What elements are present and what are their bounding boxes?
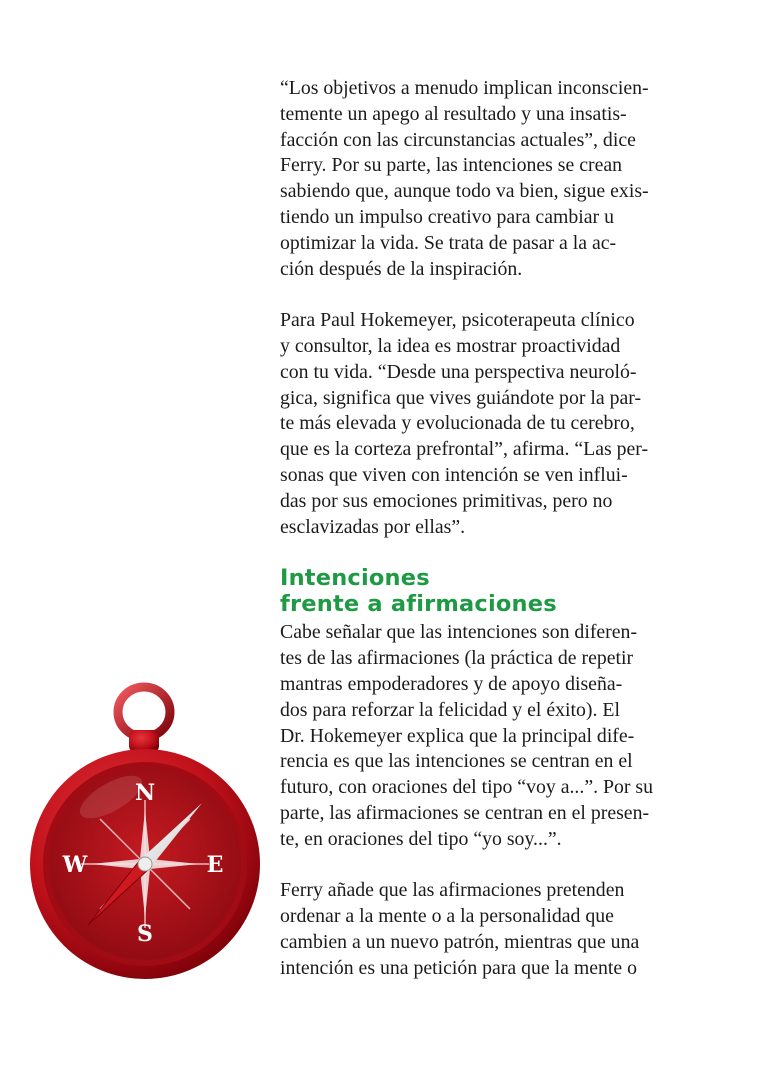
text-line: esclavizadas por ellas”. bbox=[280, 515, 466, 538]
text-line: gica, significa que vives guiándote por la par- bbox=[280, 386, 642, 409]
text-line: te más elevada y evolucionada de tu cerebro, bbox=[280, 412, 635, 435]
compass-shackle bbox=[118, 687, 170, 752]
heading-line: Intenciones bbox=[280, 565, 430, 592]
text-line: mantras empoderadores y de apoyo diseña- bbox=[280, 672, 623, 695]
text-line: cambien a un nuevo patrón, mientras que una bbox=[280, 930, 640, 953]
compass-north-label: N bbox=[134, 780, 156, 806]
text-line: con tu vida. “Desde una perspectiva neuroló- bbox=[280, 360, 637, 383]
text-line: temente un apego al resultado y una insatis- bbox=[280, 102, 627, 125]
text-line: parte, las afirmaciones se centran en el presen- bbox=[280, 801, 650, 824]
text-line: te, en oraciones del tipo “yo soy...”. bbox=[280, 827, 562, 850]
text-line: optimizar la vida. Se trata de pasar a la ac- bbox=[280, 231, 617, 254]
text-line: intención es una petición para que la mente o bbox=[280, 956, 638, 979]
text-line: Ferry añade que las afirmaciones pretenden bbox=[280, 879, 625, 902]
paragraph-3 bbox=[280, 620, 720, 852]
text-line: Dr. Hokemeyer explica que la principal dife- bbox=[280, 724, 635, 747]
paragraph-gap bbox=[280, 853, 720, 879]
paragraph-gap bbox=[280, 282, 720, 308]
text-line: futuro, con oraciones del tipo “voy a...”. Por su bbox=[280, 776, 654, 799]
text-line: tiendo un impulso creativo para cambiar u bbox=[280, 205, 614, 228]
text-line: que es la corteza prefrontal”, afirma. “Las per- bbox=[280, 438, 649, 461]
text-line: sonas que viven con intención se ven influi- bbox=[280, 463, 628, 486]
article-column bbox=[280, 76, 720, 982]
text-line: “Los objetivos a menudo implican inconscien- bbox=[280, 77, 649, 99]
heading-line: frente a afirmaciones bbox=[280, 591, 557, 618]
text-line: facción con las circunstancias actuales”, dice bbox=[280, 128, 636, 151]
compass-south-label: S bbox=[137, 921, 153, 947]
text-line: Cabe señalar que las intenciones son diferen- bbox=[280, 621, 638, 644]
text-line: das por sus emociones primitivas, pero no bbox=[280, 489, 613, 512]
paragraph-1 bbox=[280, 76, 720, 282]
text-line: y consultor, la idea es mostrar proactividad bbox=[280, 334, 621, 357]
section-heading-wrap bbox=[280, 565, 720, 617]
text-line: Para Paul Hokemeyer, psicoterapeuta clínico bbox=[280, 309, 635, 332]
text-line: ción después de la inspiración. bbox=[280, 257, 523, 280]
text-line: Ferry. Por su parte, las intenciones se crean bbox=[280, 154, 623, 177]
compass-east-label: E bbox=[206, 852, 224, 878]
paragraph-4 bbox=[280, 878, 720, 981]
compass-west-label: W bbox=[62, 852, 88, 878]
text-line: dos para reforzar la felicidad y el éxito). El bbox=[280, 698, 620, 721]
text-line: sabiendo que, aunque todo va bien, sigue exis- bbox=[280, 180, 649, 203]
compass-illustration bbox=[26, 682, 264, 982]
text-line: tes de las afirmaciones (la práctica de repetir bbox=[280, 647, 634, 670]
text-line: ordenar a la mente o a la personalidad que bbox=[280, 905, 614, 928]
paragraph-2 bbox=[280, 308, 720, 540]
section-heading bbox=[280, 565, 720, 617]
text-line: rencia es que las intenciones se centran en el bbox=[280, 750, 633, 773]
